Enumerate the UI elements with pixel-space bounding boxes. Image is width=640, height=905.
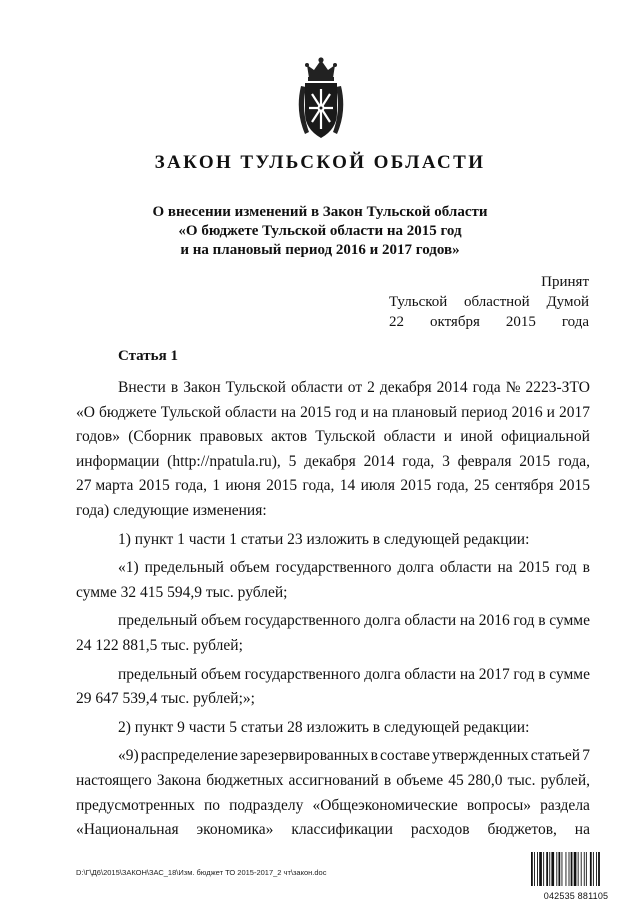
word: бюджетов, bbox=[487, 821, 557, 839]
word: 2017 bbox=[559, 403, 590, 421]
word: июня bbox=[225, 477, 261, 495]
word: 3 bbox=[442, 452, 450, 470]
text-line bbox=[76, 794, 590, 819]
word: Внести bbox=[118, 379, 166, 396]
word: подразделу bbox=[229, 796, 304, 814]
word: 14 bbox=[339, 477, 356, 495]
word: (http://npatula.ru), bbox=[167, 452, 281, 470]
law-title: ЗАКОН ТУЛЬСКОЙ ОБЛАСТИ bbox=[154, 152, 486, 173]
word: сентября bbox=[494, 477, 554, 495]
tula-coat-of-arms-emblem bbox=[292, 56, 350, 142]
text-line bbox=[76, 474, 590, 499]
word: 2017 bbox=[478, 665, 510, 683]
word: 2015 bbox=[300, 403, 332, 421]
text-line bbox=[76, 769, 590, 794]
word: и bbox=[360, 403, 369, 421]
word: года, bbox=[302, 477, 335, 495]
word: рублей, bbox=[540, 771, 590, 789]
word: Думой bbox=[546, 294, 589, 310]
word: статьей bbox=[530, 747, 581, 765]
word: по bbox=[204, 796, 221, 814]
word: «Национальная bbox=[76, 821, 179, 839]
word: года bbox=[472, 379, 501, 396]
barcode-bars bbox=[530, 852, 622, 886]
word: на bbox=[372, 403, 388, 421]
word: июля bbox=[360, 477, 395, 495]
word: вопросы» bbox=[466, 796, 531, 814]
text-line: 29 647 539,4 тыс. рублей;»; bbox=[76, 690, 255, 708]
text-line bbox=[76, 818, 590, 843]
word: 45 280,0 bbox=[448, 771, 503, 789]
word: области bbox=[404, 665, 457, 683]
word: в bbox=[383, 771, 392, 789]
word: на bbox=[280, 403, 297, 421]
word: 2015 bbox=[505, 314, 536, 330]
barcode-number: 042535 881105 bbox=[543, 891, 609, 901]
word: составе bbox=[380, 747, 430, 765]
text-line bbox=[76, 744, 590, 769]
word: предельный bbox=[118, 665, 198, 683]
word: объем bbox=[229, 559, 270, 577]
word: 5 bbox=[288, 452, 297, 470]
text-line bbox=[76, 450, 590, 475]
article-heading: Статья 1 bbox=[118, 348, 178, 364]
word: Закон bbox=[183, 379, 221, 396]
subtitle-line: О внесении изменений в Закон Тульской области bbox=[152, 204, 488, 220]
article-body bbox=[76, 376, 590, 843]
text-line bbox=[76, 556, 590, 581]
word: сумме bbox=[549, 612, 590, 630]
adopted-date bbox=[389, 312, 589, 332]
word: на bbox=[459, 665, 476, 683]
word: Тульской bbox=[389, 294, 448, 310]
word: в bbox=[170, 379, 179, 396]
word: на bbox=[459, 612, 476, 630]
list-item: 2) пункт 9 части 5 статьи 28 изложить в следующей редакции: bbox=[118, 718, 530, 736]
subtitle-line: «О бюджете Тульской области на 2015 год bbox=[178, 223, 462, 239]
word: 25 bbox=[474, 477, 490, 495]
list-item: 1) пункт 1 части 1 статьи 23 изложить в следующей редакции: bbox=[118, 530, 530, 548]
word: на bbox=[574, 821, 590, 839]
subtitle-line: и на плановый период 2016 и 2017 годов» bbox=[180, 242, 460, 258]
word: Тульской bbox=[225, 379, 286, 396]
word: плановый bbox=[392, 403, 458, 421]
word: области bbox=[439, 559, 492, 577]
word: года bbox=[561, 314, 589, 330]
word: экономика» bbox=[196, 821, 274, 839]
adoption-block bbox=[389, 272, 589, 332]
word: предельный bbox=[144, 559, 224, 577]
word: иной bbox=[460, 428, 493, 446]
word: долга bbox=[397, 559, 434, 577]
word: 2016 bbox=[478, 612, 510, 630]
word: области bbox=[404, 612, 457, 630]
word: «1) bbox=[118, 559, 139, 577]
text-line bbox=[76, 376, 590, 401]
word: 2014 bbox=[363, 452, 395, 470]
word: года, bbox=[175, 477, 207, 495]
word: 2 bbox=[367, 379, 375, 396]
word: долга bbox=[364, 665, 401, 683]
word: в bbox=[538, 612, 546, 630]
word: объеме bbox=[396, 771, 444, 789]
word: 1 bbox=[212, 477, 221, 495]
word: года, bbox=[558, 452, 590, 470]
word: ассигнований bbox=[288, 771, 379, 789]
word: долга bbox=[364, 612, 401, 630]
word: 2015 bbox=[400, 477, 432, 495]
word: объем bbox=[200, 612, 241, 630]
word: 2223-ЗТО bbox=[525, 379, 590, 396]
adopted-label: Принят bbox=[541, 274, 589, 290]
word: в bbox=[582, 559, 590, 577]
word: и bbox=[546, 403, 555, 421]
word: области bbox=[290, 379, 343, 396]
word: бюджетных bbox=[206, 771, 284, 789]
barcode bbox=[530, 852, 622, 901]
word: 7 bbox=[582, 747, 590, 765]
word: 2016 bbox=[511, 403, 543, 421]
word: «О bbox=[76, 403, 95, 421]
word: декабря bbox=[304, 452, 356, 470]
word: классификации bbox=[291, 821, 393, 839]
text-line bbox=[76, 401, 590, 426]
text-line: года) следующие изменения: bbox=[76, 501, 267, 519]
word: 2015 bbox=[518, 559, 550, 577]
word: объем bbox=[200, 665, 241, 683]
word: № bbox=[505, 379, 521, 396]
word: (Сборник bbox=[128, 428, 192, 446]
word: сумме bbox=[549, 665, 590, 683]
text-line bbox=[76, 425, 590, 450]
word: зарезервированных bbox=[240, 747, 369, 765]
adopted-by bbox=[389, 292, 589, 312]
word: государственного bbox=[244, 665, 361, 683]
word: раздела bbox=[540, 796, 590, 814]
word: области bbox=[383, 428, 436, 446]
word: «9) bbox=[118, 747, 139, 765]
word: тыс. bbox=[507, 771, 536, 789]
word: официальной bbox=[501, 428, 590, 446]
word: год bbox=[555, 559, 577, 577]
word: период bbox=[461, 403, 508, 421]
law-subtitle bbox=[0, 203, 640, 260]
word: бюджете bbox=[99, 403, 157, 421]
word: утвержденных bbox=[432, 747, 529, 765]
word: февраля bbox=[457, 452, 512, 470]
word: 2015 bbox=[138, 477, 170, 495]
word: предусмотренных bbox=[76, 796, 195, 814]
word: в bbox=[370, 747, 378, 765]
file-path-footer: D:\Г\Д6\2015\ЗАКОН\ЗАС_18\Изм. бюджет ТО 2015-2017_2 чт\закон.doc bbox=[76, 868, 327, 877]
word: распределение bbox=[140, 747, 238, 765]
word: Тульской bbox=[315, 428, 376, 446]
word: на bbox=[497, 559, 513, 577]
text-line bbox=[76, 609, 590, 634]
word: предельный bbox=[118, 612, 198, 630]
word: 27 марта bbox=[76, 477, 134, 495]
word: год bbox=[335, 403, 357, 421]
word: области bbox=[225, 403, 277, 421]
word: от bbox=[347, 379, 363, 396]
word: в bbox=[538, 665, 546, 683]
word: настоящего bbox=[76, 771, 152, 789]
word: «Общеэкономические bbox=[312, 796, 458, 814]
word: 22 bbox=[389, 314, 404, 330]
word: 2015 bbox=[519, 452, 551, 470]
word: годов» bbox=[76, 428, 120, 446]
word: Закона bbox=[156, 771, 202, 789]
word: Тульской bbox=[160, 403, 221, 421]
word: и bbox=[443, 428, 452, 446]
word: актов bbox=[271, 428, 308, 446]
word: 2015 bbox=[266, 477, 298, 495]
word: государственного bbox=[275, 559, 392, 577]
word: октября bbox=[429, 314, 480, 330]
word: областной bbox=[464, 294, 530, 310]
word: года, bbox=[436, 477, 469, 495]
word: год bbox=[513, 612, 535, 630]
word: 2015 bbox=[558, 477, 590, 495]
text-line bbox=[76, 663, 590, 688]
word: 2014 bbox=[436, 379, 468, 396]
text-line: 24 122 881,5 тыс. рублей; bbox=[76, 636, 243, 654]
word: год bbox=[513, 665, 535, 683]
text-line: сумме 32 415 594,9 тыс. рублей; bbox=[76, 583, 288, 601]
word: правовых bbox=[199, 428, 263, 446]
word: расходов bbox=[410, 821, 470, 839]
word: информации bbox=[76, 452, 160, 470]
word: государственного bbox=[244, 612, 361, 630]
word: декабря bbox=[379, 379, 432, 396]
word: года, bbox=[402, 452, 435, 470]
